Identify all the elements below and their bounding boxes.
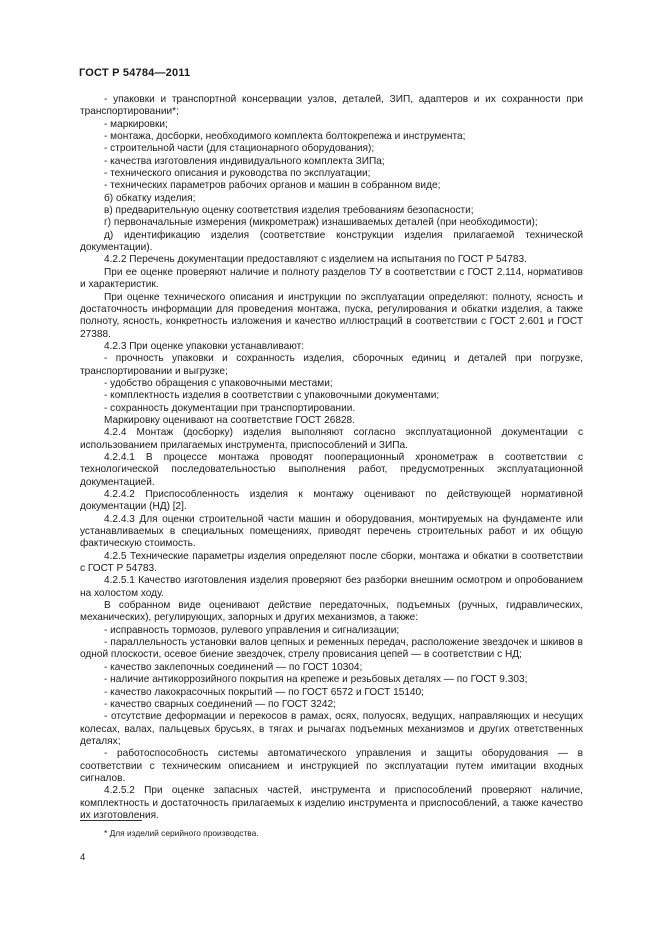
paragraph: При ее оценке проверяют наличие и полноту разделов ТУ в соответствии с ГОСТ 2.114, нормативов и характеристик.: [80, 266, 583, 291]
paragraph: - отсутствие деформации и перекосов в рамах, осях, полуосях, ведущих, направляющих и несущих колесах, валах, пальцевых брусьях, в тягах и рычагах подъемных механизмов и других ответственных деталях;: [80, 711, 583, 747]
paragraph: - строительной части (для стационарного оборудования);: [104, 143, 375, 155]
paragraph: - удобство обращения с упаковочными местами;: [104, 377, 333, 389]
paragraph: 4.2.5.2 При оценке запасных частей, инструмента и приспособлений проверяют наличие, комплектность и достаточность прилагаемых к изделию инструмента и приспособлений, а также качество их изготовления.: [80, 785, 583, 821]
paragraph: 4.2.3 При оценке упаковки устанавливают:: [104, 340, 305, 352]
paragraph: - сохранность документации при транспортировании.: [104, 402, 356, 414]
paragraph: г) первоначальные измерения (микрометраж) изнашиваемых деталей (при необходимости);: [104, 217, 538, 229]
paragraph: - работоспособность системы автоматического управления и защиты оборудования — в соответствии с техническим описанием и инструкцией по эксплуатации путем имитации входных сигналов.: [80, 748, 583, 784]
paragraph: - маркировки;: [104, 118, 168, 130]
paragraph: б) обкатку изделия;: [104, 192, 196, 204]
paragraph: - наличие антикоррозийного покрытия на крепеже и резьбовых деталях — по ГОСТ 9.303;: [104, 674, 528, 686]
page-header-standard-number: ГОСТ Р 54784—2011: [79, 67, 191, 79]
paragraph: 4.2.4.3 Для оценки строительной части машин и оборудования, монтируемых на фундаменте или устанавливаемых в специальных помещениях, приводят перечень строительных работ и их общую фактическую стоимость.: [80, 513, 583, 550]
paragraph: При оценке технического описания и инструкции по эксплуатации определяют: полноту, ясность и достаточность информации для проведения монтажа, пуска, регулирования и обкатки изделия, а также полноту, ясность, конкретность изложения и качество иллюстраций в соответствии с ГОСТ 2.601 и ГОСТ 27388.: [80, 291, 583, 340]
paragraph: - качества изготовления индивидуального комплекта ЗИПа;: [104, 155, 385, 167]
paragraph: - качество лакокрасочных покрытий — по ГОСТ 6572 и ГОСТ 15140;: [104, 686, 424, 698]
paragraph: В собранном виде оценивают действие передаточных, подъемных (ручных, гидравлических, механических), регулирующих, запорных и других механизмов, а также:: [80, 600, 583, 624]
paragraph: 4.2.5 Технические параметры изделия определяют после сборки, монтажа и обкатки в соответствии с ГОСТ Р 54783.: [80, 550, 583, 575]
paragraph: в) предварительную оценку соответствия изделия требованиям безопасности;: [104, 205, 474, 217]
paragraph: - монтажа, досборки, необходимого комплекта болтокрепежа и инструмента;: [104, 131, 466, 143]
paragraph: 4.2.4.1 В процессе монтажа проводят пооперационный хронометраж в соответствии с технологической последовательностью выполнения работ, предусмотренных эксплуатационной документацией.: [80, 451, 583, 488]
paragraph: 4.2.4.2 Приспособленность изделия к монтажу оценивают по действующей нормативной документации (НД) [2].: [80, 489, 583, 513]
paragraph: - качество заклепочных соединений — по ГОСТ 10304;: [104, 661, 363, 673]
page-number: 4: [80, 852, 86, 863]
paragraph: - комплектность изделия в соответствии с упаковочными документами;: [104, 390, 440, 402]
paragraph: - качество сварных соединений — по ГОСТ 3242;: [104, 698, 336, 710]
paragraph: 4.2.5.1 Качество изготовления изделия проверяют без разборки внешним осмотром и опробованием на холостом ходу.: [80, 575, 583, 599]
paragraph: Маркировку оценивают на соответствие ГОСТ 26828.: [104, 414, 355, 426]
footnote-divider: [80, 820, 142, 821]
paragraph: - технического описания и руководства по эксплуатации;: [104, 168, 371, 180]
paragraph: - параллельность установки валов цепных и ременных передач, расположение звездочек и шкивов в одной плоскости, осевое биение звездочек, стрелу провисания цепей — в соответствии с НД;: [80, 637, 583, 661]
paragraph: 4.2.4 Монтаж (досборку) изделия выполняют согласно эксплуатационной документации с использованием прилагаемых инструмента, приспособлений и ЗИПа.: [80, 427, 583, 451]
paragraph: - прочность упаковки и сохранность изделия, сборочных единиц и деталей при погрузке, транспортировании и выгрузке;: [80, 353, 583, 377]
paragraph: 4.2.2 Перечень документации предоставляют с изделием на испытания по ГОСТ Р 54783.: [104, 254, 527, 266]
paragraph: - исправность тормозов, рулевого управления и сигнализации;: [104, 624, 400, 636]
footnote: * Для изделий серийного производства.: [104, 828, 259, 838]
paragraph: д) идентификацию изделия (соответствие конструкции изделия прилагаемой технической документации).: [80, 229, 583, 254]
paragraph: - технических параметров рабочих органов и машин в собранном виде;: [104, 180, 441, 192]
body-text: [80, 94, 583, 822]
paragraph: - упаковки и транспортной консервации узлов, деталей, ЗИП, адаптеров и их сохранности при транспортировании*;: [80, 94, 583, 118]
